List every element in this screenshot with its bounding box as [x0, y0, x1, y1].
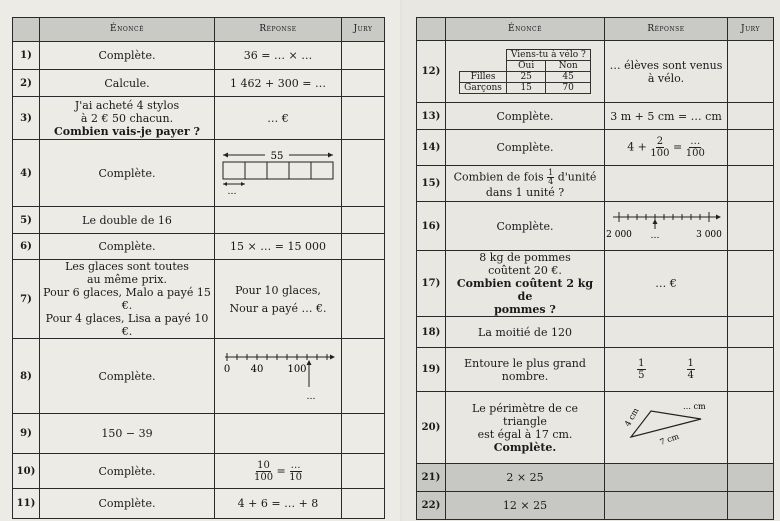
text-line: nombre. — [501, 369, 549, 383]
jury-cell[interactable] — [728, 251, 774, 317]
jury-cell[interactable] — [728, 41, 774, 103]
col-reponse-header: Réponse — [605, 18, 728, 41]
question-bold: Complète. — [493, 440, 557, 454]
col-enonce-header: Énoncé — [40, 18, 215, 42]
answer-cell[interactable]: 4 + $\frac{2}{100}$ = $\frac{\dots}{100}$ — [605, 130, 728, 166]
left-question-table — [12, 17, 385, 519]
line-label: 40 — [250, 363, 264, 375]
fraction: $\frac{1}{4}$ — [548, 167, 554, 186]
question-row — [417, 130, 774, 166]
text-line: coûtent 20 €. — [488, 264, 562, 277]
question-text: La moitié de 120 — [446, 317, 605, 348]
jury-cell[interactable] — [342, 42, 385, 70]
fraction: $\frac{2}{100}$ — [650, 136, 670, 159]
line-label: … — [650, 230, 660, 241]
survey-title: Viens-tu à vélo ? — [506, 50, 590, 61]
question-row — [417, 202, 774, 251]
question-bold: Combien coûtent 2 kg de — [456, 277, 594, 303]
jury-cell[interactable] — [342, 414, 385, 454]
right-sheet — [402, 0, 780, 521]
bar-part-label: … — [227, 186, 237, 197]
col-number — [13, 18, 40, 42]
survey-row-label: Filles — [460, 72, 507, 83]
triangle-diagram — [611, 397, 721, 455]
jury-cell[interactable] — [728, 166, 774, 202]
question-text: Le double de 16 — [40, 207, 215, 234]
survey-value: 15 — [506, 83, 546, 94]
question-text: Calcule. — [40, 70, 215, 97]
line-label: 100 — [287, 363, 307, 375]
question-text: Complète. — [40, 454, 215, 489]
answer-cell[interactable]: … € — [605, 251, 728, 317]
text-line: à 2 € 50 chacun. — [80, 111, 174, 125]
question-number: 5) — [13, 207, 40, 234]
answer-cell[interactable] — [605, 41, 728, 103]
question-number: 19) — [417, 348, 446, 392]
text-line: Les glaces sont toutes — [65, 260, 189, 273]
survey-col: Oui — [506, 61, 546, 72]
question-row — [417, 251, 774, 317]
question-row — [417, 41, 774, 103]
question-row — [13, 70, 385, 97]
col-jury-header: Jury — [342, 18, 385, 42]
line-label: 0 — [223, 363, 231, 375]
survey-col: Non — [546, 61, 590, 72]
question-bold: Combien vais-je payer ? — [54, 124, 200, 138]
answer-cell[interactable]: 15 × … = 15 000 — [215, 234, 342, 260]
answer-cell[interactable] — [605, 317, 728, 348]
col-reponse-header: Réponse — [215, 18, 342, 42]
fraction: $\frac{\dots}{100}$ — [685, 136, 705, 159]
number-line-diagram — [219, 347, 337, 403]
question-text: 2 × 25 — [446, 464, 605, 492]
survey-value: 45 — [546, 72, 590, 83]
fraction-option[interactable]: $\frac{1}{4}$ — [687, 358, 694, 381]
fraction: $\frac{\dots}{10}$ — [289, 459, 303, 483]
answer-cell[interactable] — [605, 464, 728, 492]
answer-cell[interactable]: $\frac{10}{100}$ = $\frac{\dots}{10}$ — [215, 454, 342, 489]
question-number: 11) — [13, 489, 40, 519]
question-number: 14) — [417, 130, 446, 166]
text-line: J'ai acheté 4 stylos — [74, 98, 180, 112]
question-number: 17) — [417, 251, 446, 317]
right-question-table — [416, 17, 774, 520]
question-row — [417, 103, 774, 130]
answer-cell[interactable] — [215, 140, 342, 207]
question-text: Complète. — [40, 140, 215, 207]
text-line: Nour a payé … €. — [229, 301, 327, 315]
question-number: 15) — [417, 166, 446, 202]
text-line: … élèves sont venus — [609, 58, 723, 72]
jury-cell[interactable] — [342, 140, 385, 207]
jury-cell[interactable] — [342, 454, 385, 489]
jury-cell[interactable] — [342, 260, 385, 339]
text-line: Pour 10 glaces, — [235, 283, 321, 297]
answer-cell[interactable] — [215, 207, 342, 234]
line-label: 2 000 — [606, 229, 632, 240]
question-number: 6) — [13, 234, 40, 260]
question-row — [13, 414, 385, 454]
question-row — [13, 489, 385, 519]
question-row — [417, 348, 774, 392]
question-text — [40, 260, 215, 339]
col-jury-header: Jury — [728, 18, 774, 41]
question-text: 12 × 25 — [446, 492, 605, 520]
question-row — [13, 207, 385, 234]
survey-value: 70 — [546, 83, 590, 94]
question-text — [446, 392, 605, 464]
answer-cell[interactable] — [605, 492, 728, 520]
jury-cell[interactable] — [342, 97, 385, 140]
question-text: Complète. — [446, 130, 605, 166]
bar-model-diagram — [219, 147, 337, 197]
answer-cell[interactable]: 36 = … × … — [215, 42, 342, 70]
question-number: 10) — [13, 454, 40, 489]
triangle-label: … cm — [683, 402, 706, 411]
text-line: Entoure le plus grand — [464, 356, 586, 370]
question-number: 21) — [417, 464, 446, 492]
jury-cell[interactable] — [728, 464, 774, 492]
jury-cell[interactable] — [728, 103, 774, 130]
fraction-option[interactable]: $\frac{1}{5}$ — [638, 358, 645, 381]
question-number: 1) — [13, 42, 40, 70]
text-line: dans 1 unité ? — [485, 185, 565, 199]
line-answer-dots: … — [306, 391, 316, 402]
question-row — [417, 392, 774, 464]
triangle-label: 4 cm — [622, 406, 641, 428]
jury-cell[interactable] — [342, 70, 385, 97]
line-label: 3 000 — [696, 229, 722, 240]
question-row — [13, 260, 385, 339]
question-number: 13) — [417, 103, 446, 130]
col-number — [417, 18, 446, 41]
question-number: 16) — [417, 202, 446, 251]
text-line: Pour 6 glaces, Malo a payé 15 €. — [43, 286, 211, 312]
jury-cell[interactable] — [342, 339, 385, 414]
question-number: 18) — [417, 317, 446, 348]
question-number: 8) — [13, 339, 40, 414]
fraction: $\frac{10}{100}$ — [253, 459, 274, 483]
question-text: 150 − 39 — [40, 414, 215, 454]
question-row — [13, 42, 385, 70]
triangle-label: 7 cm — [658, 431, 681, 447]
answer-cell[interactable] — [605, 202, 728, 251]
answer-cell[interactable] — [215, 414, 342, 454]
number-line-diagram — [606, 207, 723, 243]
question-row — [13, 140, 385, 207]
question-text: Complète. — [40, 234, 215, 260]
question-number: 20) — [417, 392, 446, 464]
question-number: 7) — [13, 260, 40, 339]
question-number: 3) — [13, 97, 40, 140]
answer-cell[interactable] — [215, 260, 342, 339]
question-row — [417, 317, 774, 348]
col-enonce-header: Énoncé — [446, 18, 605, 41]
question-text — [40, 97, 215, 140]
text-line: 8 kg de pommes — [479, 251, 571, 264]
text-line: au même prix. — [86, 273, 168, 286]
jury-cell[interactable] — [342, 234, 385, 260]
answer-cell[interactable]: 4 + 6 = … + 8 — [215, 489, 342, 519]
answer-cell[interactable]: … € — [215, 97, 342, 140]
survey-row-label: Garçons — [460, 83, 507, 94]
question-text — [446, 251, 605, 317]
text-line: est égal à 17 cm. — [477, 427, 573, 441]
jury-cell[interactable] — [342, 207, 385, 234]
jury-cell[interactable] — [728, 392, 774, 464]
question-number: 2) — [13, 70, 40, 97]
bike-survey-table — [459, 49, 591, 94]
jury-cell[interactable] — [342, 489, 385, 519]
jury-cell[interactable] — [728, 130, 774, 166]
question-text — [446, 41, 605, 103]
question-row — [417, 166, 774, 202]
question-number: 22) — [417, 492, 446, 520]
survey-value: 25 — [506, 72, 546, 83]
question-text: Complète. — [446, 202, 605, 251]
jury-cell[interactable] — [728, 202, 774, 251]
answer-cell[interactable] — [215, 339, 342, 414]
question-row — [13, 339, 385, 414]
answer-cell[interactable] — [605, 392, 728, 464]
question-text: Combien de fois $\frac{1}{4}$ d'unité dans 1 unité ? — [446, 166, 605, 202]
jury-cell[interactable] — [728, 348, 774, 392]
question-row — [417, 464, 774, 492]
text-line: à vélo. — [647, 71, 685, 85]
jury-cell[interactable] — [728, 317, 774, 348]
answer-cell[interactable]: 3 m + 5 cm = … cm — [605, 103, 728, 130]
question-row — [13, 97, 385, 140]
text-line: Pour 4 glaces, Lisa a payé 10 €. — [45, 312, 209, 338]
question-bold: pommes ? — [494, 303, 556, 316]
answer-cell[interactable]: 1 462 + 300 = … — [215, 70, 342, 97]
question-row — [13, 454, 385, 489]
question-text: Complète. — [40, 489, 215, 519]
answer-cell[interactable] — [605, 166, 728, 202]
question-text — [446, 348, 605, 392]
question-text: Complète. — [40, 42, 215, 70]
text-line: Le périmètre de ce triangle — [472, 401, 578, 428]
question-text: Complète. — [446, 103, 605, 130]
answer-cell[interactable] — [605, 348, 728, 392]
question-number: 4) — [13, 140, 40, 207]
question-number: 9) — [13, 414, 40, 454]
question-number: 12) — [417, 41, 446, 103]
bar-total-label: 55 — [270, 150, 284, 162]
question-text: Complète. — [40, 339, 215, 414]
jury-cell[interactable] — [728, 492, 774, 520]
question-row — [13, 234, 385, 260]
question-row — [417, 492, 774, 520]
